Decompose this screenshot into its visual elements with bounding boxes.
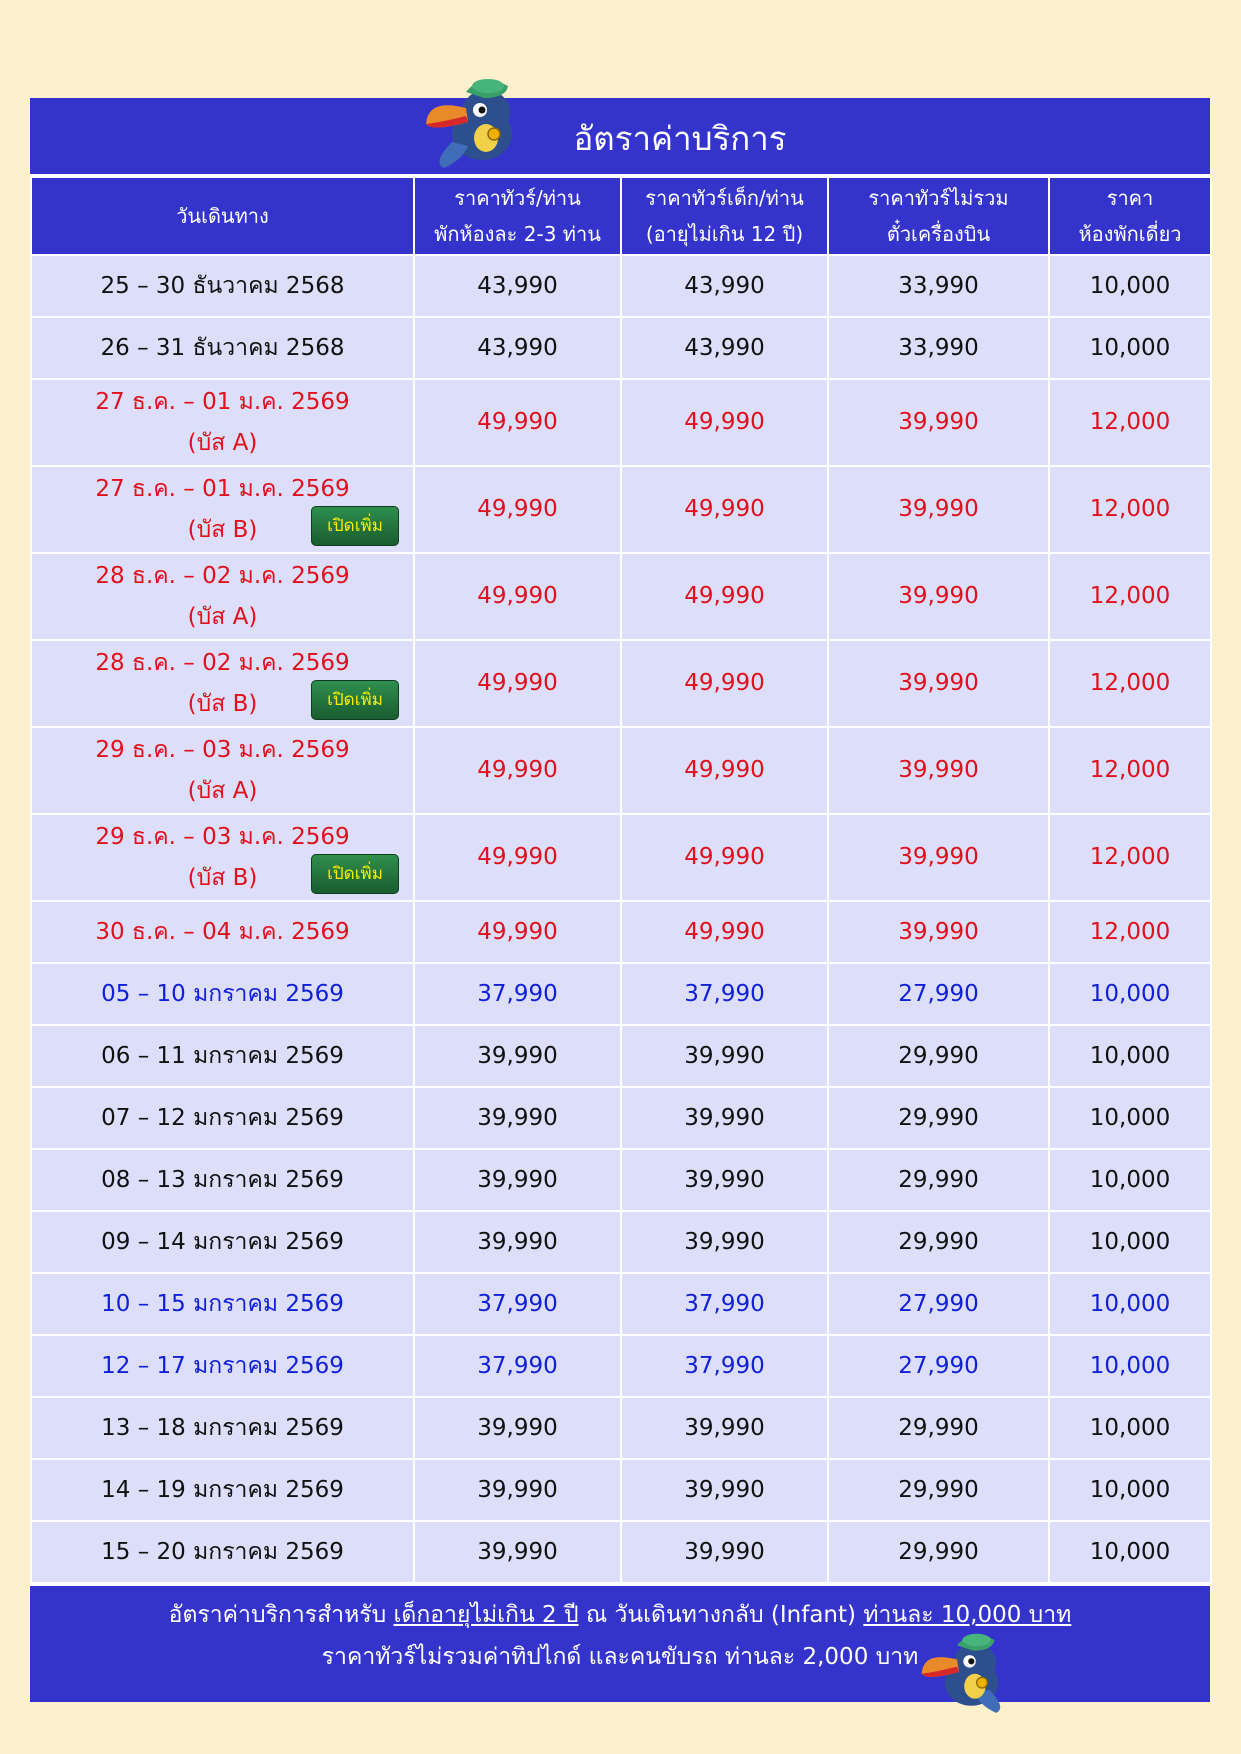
price-table-body (31, 255, 1211, 1583)
open-more-badge: เปิดเพิ่ม (311, 506, 399, 546)
cell-no-flight-price: 29,990 (828, 1211, 1049, 1273)
cell-adult-price: 49,990 (414, 814, 621, 901)
cell-child-price: 39,990 (621, 1459, 828, 1521)
cell-child-price: 39,990 (621, 1521, 828, 1583)
bus-label: (บัส A) (187, 429, 258, 456)
cell-adult-price: 39,990 (414, 1459, 621, 1521)
cell-date (31, 1397, 414, 1459)
toucan-mascot-icon (918, 1624, 1014, 1720)
cell-single-room-price: 10,000 (1049, 317, 1211, 379)
cell-adult-price: 39,990 (414, 1087, 621, 1149)
header-adult-price: ราคาทัวร์/ท่าน พักห้องละ 2-3 ท่าน (414, 177, 621, 255)
price-sheet (30, 98, 1210, 1702)
travel-date: 27 ธ.ค. – 01 ม.ค. 2569 (95, 388, 350, 415)
cell-single-room-price: 10,000 (1049, 1025, 1211, 1087)
travel-date: 08 – 13 มกราคม 2569 (101, 1166, 344, 1193)
table-row (31, 814, 1211, 901)
table-row (31, 727, 1211, 814)
travel-date: 07 – 12 มกราคม 2569 (101, 1104, 344, 1131)
cell-single-room-price: 10,000 (1049, 1149, 1211, 1211)
cell-adult-price: 37,990 (414, 1273, 621, 1335)
cell-no-flight-price: 29,990 (828, 1149, 1049, 1211)
cell-child-price: 49,990 (621, 466, 828, 553)
cell-single-room-price: 10,000 (1049, 1087, 1211, 1149)
travel-date: 25 – 30 ธันวาคม 2568 (100, 272, 345, 299)
cell-child-price: 49,990 (621, 553, 828, 640)
bus-label: (บัส B) (187, 864, 258, 891)
cell-single-room-price: 10,000 (1049, 963, 1211, 1025)
cell-no-flight-price: 39,990 (828, 727, 1049, 814)
cell-adult-price: 49,990 (414, 901, 621, 963)
cell-no-flight-price: 39,990 (828, 901, 1049, 963)
cell-adult-price: 49,990 (414, 379, 621, 466)
cell-adult-price: 37,990 (414, 963, 621, 1025)
cell-no-flight-price: 29,990 (828, 1521, 1049, 1583)
cell-date (31, 901, 414, 963)
cell-adult-price: 37,990 (414, 1335, 621, 1397)
cell-adult-price: 39,990 (414, 1521, 621, 1583)
footer-tip-note: ราคาทัวร์ไม่รวมค่าทิปไกด์ และคนขับรถ ท่านละ 2,000 บาท (321, 1644, 919, 1670)
cell-no-flight-price: 27,990 (828, 1273, 1049, 1335)
cell-date (31, 1335, 414, 1397)
cell-single-room-price: 10,000 (1049, 255, 1211, 317)
bus-label: (บัส A) (187, 603, 258, 630)
cell-date (31, 727, 414, 814)
header-no-flight-price: ราคาทัวร์ไม่รวม ตั๋วเครื่องบิน (828, 177, 1049, 255)
table-row (31, 1521, 1211, 1583)
cell-single-room-price: 12,000 (1049, 553, 1211, 640)
bus-label: (บัส B) (187, 690, 258, 717)
table-row (31, 466, 1211, 553)
table-row (31, 1211, 1211, 1273)
table-row (31, 553, 1211, 640)
travel-date: 14 – 19 มกราคม 2569 (101, 1476, 344, 1503)
travel-date: 30 ธ.ค. – 04 ม.ค. 2569 (95, 918, 350, 945)
bus-label: (บัส A) (187, 777, 258, 804)
table-row (31, 1335, 1211, 1397)
table-row (31, 1087, 1211, 1149)
table-row (31, 1025, 1211, 1087)
cell-date (31, 1211, 414, 1273)
cell-single-room-price: 12,000 (1049, 466, 1211, 553)
table-row (31, 1397, 1211, 1459)
travel-date: 15 – 20 มกราคม 2569 (101, 1538, 344, 1565)
cell-date (31, 255, 414, 317)
cell-date (31, 553, 414, 640)
cell-no-flight-price: 27,990 (828, 1335, 1049, 1397)
footer-infant-note: อัตราค่าบริการสำหรับ เด็กอายุไม่เกิน 2 ปี ณ วันเดินทางกลับ (Infant) ท่านละ 10,000 บาท (168, 1602, 1072, 1628)
travel-date: 29 ธ.ค. – 03 ม.ค. 2569 (95, 736, 350, 763)
travel-date: 10 – 15 มกราคม 2569 (101, 1290, 344, 1317)
table-row (31, 255, 1211, 317)
cell-no-flight-price: 29,990 (828, 1397, 1049, 1459)
cell-child-price: 49,990 (621, 379, 828, 466)
travel-date: 26 – 31 ธันวาคม 2568 (100, 334, 345, 361)
travel-date: 27 ธ.ค. – 01 ม.ค. 2569 (95, 475, 350, 502)
travel-date: 12 – 17 มกราคม 2569 (101, 1352, 344, 1379)
table-row (31, 963, 1211, 1025)
cell-adult-price: 43,990 (414, 255, 621, 317)
travel-date: 06 – 11 มกราคม 2569 (101, 1042, 344, 1069)
cell-no-flight-price: 33,990 (828, 317, 1049, 379)
table-row (31, 1273, 1211, 1335)
cell-child-price: 39,990 (621, 1397, 828, 1459)
cell-date (31, 1459, 414, 1521)
cell-child-price: 37,990 (621, 1335, 828, 1397)
open-more-badge: เปิดเพิ่ม (311, 854, 399, 894)
toucan-mascot-icon (422, 72, 530, 172)
cell-single-room-price: 12,000 (1049, 379, 1211, 466)
cell-no-flight-price: 39,990 (828, 466, 1049, 553)
cell-child-price: 39,990 (621, 1087, 828, 1149)
cell-single-room-price: 10,000 (1049, 1521, 1211, 1583)
cell-single-room-price: 10,000 (1049, 1397, 1211, 1459)
travel-date: 09 – 14 มกราคม 2569 (101, 1228, 344, 1255)
cell-child-price: 43,990 (621, 317, 828, 379)
price-table (30, 176, 1212, 1584)
bus-label: (บัส B) (187, 516, 258, 543)
cell-date (31, 317, 414, 379)
cell-date (31, 814, 414, 901)
cell-adult-price: 43,990 (414, 317, 621, 379)
cell-no-flight-price: 39,990 (828, 814, 1049, 901)
cell-no-flight-price: 33,990 (828, 255, 1049, 317)
cell-child-price: 37,990 (621, 963, 828, 1025)
table-row (31, 1149, 1211, 1211)
header-single-room-price: ราคา ห้องพักเดี่ยว (1049, 177, 1211, 255)
cell-child-price: 39,990 (621, 1211, 828, 1273)
cell-adult-price: 39,990 (414, 1397, 621, 1459)
cell-adult-price: 49,990 (414, 466, 621, 553)
cell-single-room-price: 12,000 (1049, 727, 1211, 814)
cell-single-room-price: 12,000 (1049, 640, 1211, 727)
cell-date (31, 640, 414, 727)
cell-date (31, 1273, 414, 1335)
table-row (31, 1459, 1211, 1521)
cell-adult-price: 49,990 (414, 640, 621, 727)
cell-single-room-price: 10,000 (1049, 1335, 1211, 1397)
cell-child-price: 49,990 (621, 814, 828, 901)
cell-no-flight-price: 27,990 (828, 963, 1049, 1025)
cell-adult-price: 49,990 (414, 553, 621, 640)
cell-adult-price: 49,990 (414, 727, 621, 814)
table-row (31, 640, 1211, 727)
cell-no-flight-price: 39,990 (828, 640, 1049, 727)
cell-date (31, 1025, 414, 1087)
cell-adult-price: 39,990 (414, 1211, 621, 1273)
header-date: วันเดินทาง (31, 177, 414, 255)
cell-date (31, 1521, 414, 1583)
header-child-price: ราคาทัวร์เด็ก/ท่าน (อายุไม่เกิน 12 ปี) (621, 177, 828, 255)
cell-date (31, 1087, 414, 1149)
cell-single-room-price: 10,000 (1049, 1459, 1211, 1521)
travel-date: 05 – 10 มกราคม 2569 (101, 980, 344, 1007)
cell-no-flight-price: 29,990 (828, 1087, 1049, 1149)
travel-date: 28 ธ.ค. – 02 ม.ค. 2569 (95, 562, 350, 589)
travel-date: 29 ธ.ค. – 03 ม.ค. 2569 (95, 823, 350, 850)
cell-single-room-price: 12,000 (1049, 901, 1211, 963)
cell-single-room-price: 12,000 (1049, 814, 1211, 901)
cell-child-price: 39,990 (621, 1025, 828, 1087)
cell-child-price: 49,990 (621, 901, 828, 963)
cell-adult-price: 39,990 (414, 1025, 621, 1087)
table-row (31, 317, 1211, 379)
cell-no-flight-price: 29,990 (828, 1459, 1049, 1521)
footer-note (30, 1584, 1210, 1702)
title-bar (30, 98, 1210, 176)
open-more-badge: เปิดเพิ่ม (311, 680, 399, 720)
cell-date (31, 466, 414, 553)
cell-date (31, 379, 414, 466)
table-header-row (31, 177, 1211, 255)
cell-no-flight-price: 29,990 (828, 1025, 1049, 1087)
cell-child-price: 43,990 (621, 255, 828, 317)
cell-single-room-price: 10,000 (1049, 1273, 1211, 1335)
cell-no-flight-price: 39,990 (828, 379, 1049, 466)
cell-date (31, 1149, 414, 1211)
cell-adult-price: 39,990 (414, 1149, 621, 1211)
travel-date: 28 ธ.ค. – 02 ม.ค. 2569 (95, 649, 350, 676)
cell-child-price: 39,990 (621, 1149, 828, 1211)
cell-no-flight-price: 39,990 (828, 553, 1049, 640)
cell-child-price: 49,990 (621, 727, 828, 814)
cell-child-price: 49,990 (621, 640, 828, 727)
cell-single-room-price: 10,000 (1049, 1211, 1211, 1273)
cell-date (31, 963, 414, 1025)
table-row (31, 901, 1211, 963)
travel-date: 13 – 18 มกราคม 2569 (101, 1414, 344, 1441)
table-row (31, 379, 1211, 466)
page-title: อัตราค่าบริการ (573, 118, 787, 158)
cell-child-price: 37,990 (621, 1273, 828, 1335)
